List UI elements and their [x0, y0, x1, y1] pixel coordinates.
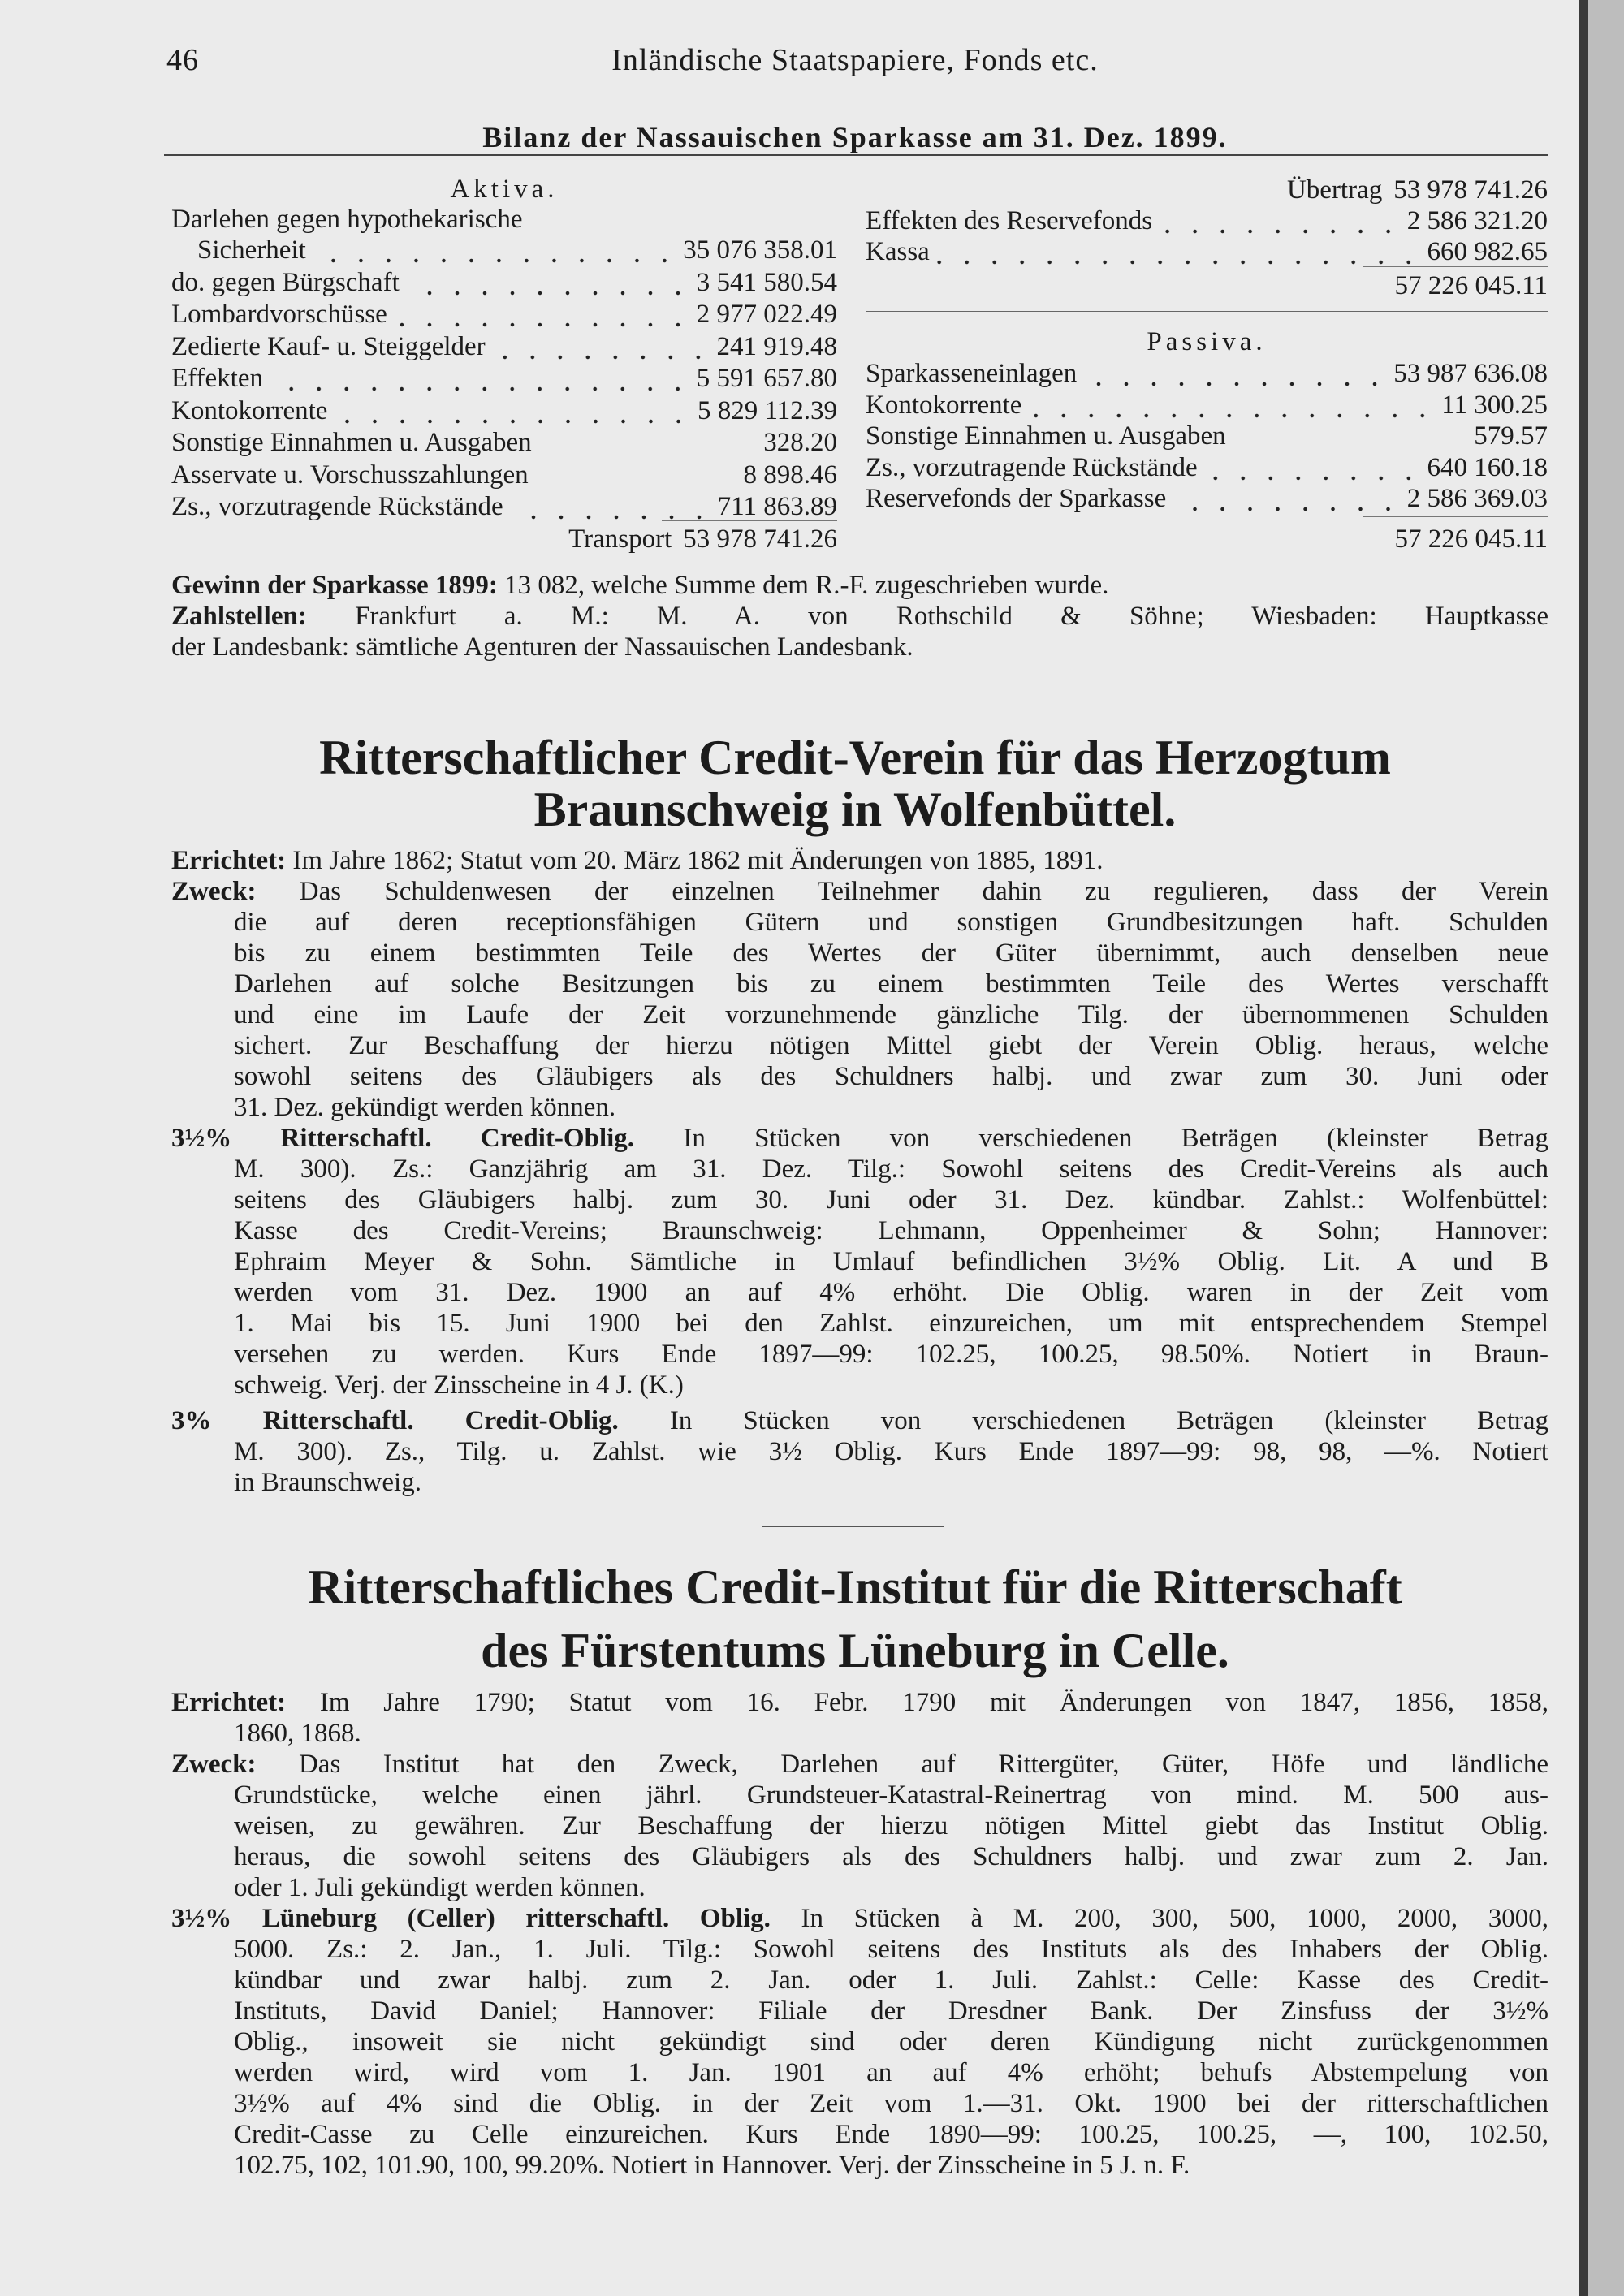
text-line [171, 1436, 1548, 1467]
text-line [171, 1903, 1548, 1934]
row-amount: 2 586 369.03 [1406, 484, 1548, 513]
text-line [171, 632, 1548, 662]
text-line [171, 2026, 1548, 2057]
dot-leader [392, 299, 692, 330]
balance-row [171, 363, 837, 394]
line-text: Im Jahre 1862; Statut vom 20. März 1862 mit Änderungen von 1885, 1891. [286, 846, 1104, 875]
section1-body [171, 845, 1548, 1498]
row-amount: 640 160.18 [1427, 452, 1548, 482]
scan-margin [1588, 0, 1624, 2296]
row-label: do. gegen Bürgschaft [171, 267, 400, 297]
transport-row [171, 524, 837, 555]
text-line [171, 1687, 1548, 1718]
line-text: 1. Mai bis 15. Juni 1900 bei den Zahlst. einzureichen, um mit entsprechendem Stempel [234, 1309, 1548, 1338]
text-line [171, 969, 1548, 999]
paragraph-lead: Gewinn der Sparkasse 1899: [171, 571, 498, 600]
row-label: Darlehen gegen hypothekarische [171, 205, 523, 234]
text-line [171, 1030, 1548, 1061]
row-label: Sonstige Einnahmen u. Ausgaben [866, 421, 1226, 451]
text-line [171, 2057, 1548, 2088]
row-label: Lombardvorschüsse [171, 300, 387, 329]
line-text: und eine im Laufe der Zeit vorzunehmende gänzliche Tilg. der übernommenen Schulden [234, 1000, 1548, 1029]
line-text: versehen zu werden. Kurs Ende 1897—99: 102.25, 100.25, 98.50%. Notiert in Braun- [234, 1340, 1548, 1369]
line-text: sowohl seitens des Gläubigers als des Schuldners halbj. und zwar zum 30. Juni oder [234, 1062, 1548, 1091]
balance-row [171, 267, 837, 298]
line-text: M. 300). Zs., Tilg. u. Zahlst. wie 3½ Oblig. Kurs Ende 1897—99: 98, 98, —%. Notiert [234, 1437, 1548, 1466]
section1-title-line: Ritterschaftlicher Credit-Verein für das Herzogtum [319, 731, 1391, 784]
balance-row [171, 460, 837, 490]
balance-row [171, 331, 837, 362]
row-label: Zs., vorzutragende Rückstände [866, 452, 1198, 482]
balance-title: Bilanz der Nassauischen Sparkasse am 31. Dez. 1899. [482, 121, 1228, 153]
paragraph-lead: Errichtet: [171, 1688, 287, 1717]
row-label: Sparkasseneinlagen [866, 359, 1078, 388]
dot-leader [1157, 205, 1402, 236]
line-text: M. 300). Zs.: Ganzjährig am 31. Dez. Tilg.: Sowohl seitens des Credit-Vereins als auch [234, 1154, 1548, 1184]
row-amount: 5 591 657.80 [696, 364, 837, 393]
dot-leader [404, 267, 692, 298]
page-edge-shadow [1579, 0, 1588, 2296]
row-label: Zs., vorzutragende Rückstände [171, 492, 503, 521]
text-line [171, 1718, 1548, 1749]
transport-amount: 53 978 741.26 [683, 524, 837, 554]
text-line [171, 570, 1548, 601]
line-text: In Stücken von verschiedenen Beträgen (kleinster Betrag [618, 1406, 1549, 1435]
row-amount: 3 541 580.54 [696, 267, 837, 297]
aktiva-column [171, 175, 837, 556]
text-line [171, 1154, 1548, 1185]
text-line [171, 1215, 1548, 1246]
row-label: Kassa [866, 237, 930, 266]
row-label: Asservate u. Vorschusszahlungen [171, 460, 529, 490]
row-label: Reservefonds der Sparkasse [866, 484, 1167, 513]
total-row [866, 270, 1548, 301]
uebertrag-row [866, 175, 1548, 205]
text-line [171, 1246, 1548, 1277]
row-amount: 2 586 321.20 [1406, 206, 1548, 235]
passiva-heading: Passiva. [1147, 327, 1267, 356]
text-line [171, 601, 1548, 632]
text-line [171, 1308, 1548, 1339]
line-text: die auf deren receptionsfähigen Gütern und sonstigen Grundbesitzungen haft. Schulden [234, 908, 1548, 937]
text-line [171, 1934, 1548, 1965]
separator-rule [762, 1526, 944, 1527]
title-rule [164, 154, 1548, 156]
dot-leader [490, 331, 712, 362]
aktiva-heading: Aktiva. [450, 175, 559, 204]
running-title: Inländische Staatspapiere, Fonds etc. [611, 43, 1099, 77]
line-text: Darlehen auf solche Besitzungen bis zu einem bestimmten Teile des Wertes verschafft [234, 969, 1548, 999]
line-text: Das Institut hat den Zweck, Darlehen auf Rittergüter, Güter, Höfe und ländliche [256, 1750, 1548, 1779]
text-line [171, 1780, 1548, 1810]
text-line [171, 1405, 1548, 1436]
row-amount: 241 919.48 [716, 331, 837, 361]
balance-row [171, 427, 837, 458]
line-text: kündbar und zwar halbj. zum 2. Jan. oder 1. Juli. Zahlst.: Celle: Kasse des Credit- [234, 1966, 1548, 1995]
line-text: Ephraim Meyer & Sohn. Sämtliche in Umlauf befindlichen 3½% Oblig. Lit. A und B [234, 1247, 1548, 1276]
notes-block [171, 570, 1548, 662]
row-label: Kontokorrente [866, 390, 1022, 420]
dot-leader [935, 236, 1423, 267]
row-amount: 328.20 [763, 428, 837, 457]
line-text: Das Schuldenwesen der einzelnen Teilnehmer dahin zu regulieren, dass der Verein [256, 877, 1548, 906]
row-label: Kontokorrente [171, 395, 328, 425]
balance-row [866, 390, 1548, 421]
uebertrag-amount: 53 978 741.26 [1393, 175, 1548, 205]
line-text: 13 082, welche Summe dem R.-F. zugeschrieben wurde. [497, 571, 1109, 600]
paragraph-lead: 3½% Lüneburg (Celler) ritterschaftl. Oblig. [171, 1904, 771, 1933]
text-line [171, 999, 1548, 1030]
row-amount: 8 898.46 [743, 460, 837, 490]
dot-leader [332, 395, 693, 426]
line-text: 1860, 1868. [234, 1719, 361, 1748]
section2-title-line: Ritterschaftliches Credit-Institut für die Ritterschaft [308, 1560, 1402, 1614]
line-text: werden vom 31. Dez. 1900 an auf 4% erhöht. Die Oblig. waren in der Zeit vom [234, 1278, 1548, 1307]
text-line [171, 1841, 1548, 1872]
row-amount: 11 300.25 [1441, 390, 1548, 420]
balance-row [866, 358, 1548, 389]
sum-rule [1363, 516, 1548, 517]
row-label: Sicherheit [197, 235, 306, 265]
text-line [171, 1092, 1548, 1123]
section1-title-line: Braunschweig in Wolfenbüttel. [533, 783, 1177, 836]
text-line [171, 2119, 1548, 2150]
text-line [171, 1749, 1548, 1780]
balance-row [866, 452, 1548, 483]
text-line [171, 1810, 1548, 1841]
line-text: In Stücken à M. 200, 300, 500, 1000, 2000, 3000, [770, 1904, 1548, 1933]
right-total: 57 226 045.11 [1394, 271, 1548, 300]
dot-leader [1171, 483, 1402, 514]
text-line [171, 1123, 1548, 1154]
line-text: Oblig., insoweit sie nicht gekündigt sind oder deren Kündigung nicht zurückgenommen [234, 2027, 1548, 2056]
text-line [171, 1370, 1548, 1400]
text-line [171, 1185, 1548, 1215]
dot-leader [1203, 452, 1423, 483]
balance-row [171, 299, 837, 330]
line-text: 5000. Zs.: 2. Jan., 1. Juli. Tilg.: Sowohl seitens des Instituts als des Inhabers der Oblig. [234, 1935, 1548, 1964]
line-text: In Stücken von verschiedenen Beträgen (kleinster Betrag [634, 1124, 1549, 1153]
balance-row [171, 491, 837, 522]
paragraph-lead: Zweck: [171, 877, 257, 906]
section2-body [171, 1687, 1548, 2181]
dot-leader [1026, 390, 1436, 421]
balance-row [866, 483, 1548, 514]
text-line [171, 938, 1548, 969]
balance-row [866, 421, 1548, 451]
row-label: Effekten des Reservefonds [866, 206, 1153, 235]
line-text: Frankfurt a. M.: M. A. von Rothschild & Söhne; Wiesbaden: Hauptkasse [306, 602, 1548, 631]
row-amount: 660 982.65 [1427, 237, 1548, 266]
line-text: Im Jahre 1790; Statut vom 16. Febr. 1790 mit Änderungen von 1847, 1856, 1858, [286, 1688, 1548, 1717]
text-line [171, 1872, 1548, 1903]
line-text: 31. Dez. gekündigt werden können. [234, 1093, 616, 1122]
right-column [866, 175, 1548, 556]
row-amount: 5 829 112.39 [697, 395, 837, 425]
line-text: oder 1. Juli gekündigt werden können. [234, 1873, 646, 1902]
text-line [171, 1996, 1548, 2026]
passiva-total: 57 226 045.11 [1394, 524, 1548, 554]
page-number: 46 [166, 43, 199, 77]
row-amount: 35 076 358.01 [683, 235, 837, 265]
line-text: Credit-Casse zu Celle einzureichen. Kurs Ende 1890—99: 100.25, 100.25, —, 100, 102.50, [234, 2120, 1548, 2149]
paragraph-lead: Zweck: [171, 1750, 257, 1779]
section-rule [866, 311, 1548, 312]
line-text: Kasse des Credit-Vereins; Braunschweig: Lehmann, Oppenheimer & Sohn; Hannover: [234, 1216, 1548, 1245]
balance-row [866, 205, 1548, 236]
aktiva-row [171, 204, 837, 235]
row-label: Sonstige Einnahmen u. Ausgaben [171, 428, 532, 457]
line-text: seitens des Gläubigers halbj. zum 30. Juni oder 31. Dez. kündbar. Zahlst.: Wolfenbüttel: [234, 1185, 1548, 1215]
text-line [171, 845, 1548, 876]
text-line [171, 1277, 1548, 1308]
text-line [171, 1467, 1548, 1498]
row-amount: 711 863.89 [717, 492, 837, 521]
line-text: bis zu einem bestimmten Teile des Wertes der Güter übernimmt, auch denselben neue [234, 939, 1548, 968]
dot-leader [268, 363, 692, 394]
row-label: Zedierte Kauf- u. Steiggelder [171, 331, 486, 361]
line-text: heraus, die sowohl seitens des Gläubigers als des Schuldners halbj. und zwar zum 2. Jan. [234, 1842, 1548, 1871]
row-amount: 53 987 636.08 [1393, 359, 1548, 388]
text-line [171, 1339, 1548, 1370]
line-text: sichert. Zur Beschaffung der hierzu nötigen Mittel giebt der Verein Oblig. heraus, welche [234, 1031, 1548, 1060]
text-line [171, 876, 1548, 907]
line-text: der Landesbank: sämtliche Agenturen der Nassauischen Landesbank. [171, 632, 914, 662]
dot-leader [1082, 358, 1389, 389]
dot-leader [311, 235, 678, 265]
paragraph-lead: 3½% Ritterschaftl. Credit-Oblig. [171, 1124, 635, 1153]
paragraph-lead: Zahlstellen: [171, 602, 307, 631]
text-line [171, 907, 1548, 938]
paragraph-lead: 3% Ritterschaftl. Credit-Oblig. [171, 1406, 619, 1435]
line-text: weisen, zu gewähren. Zur Beschaffung der hierzu nötigen Mittel giebt das Institut Oblig. [234, 1811, 1548, 1841]
line-text: schweig. Verj. der Zinsscheine in 4 J. (K.) [234, 1370, 684, 1400]
line-text: Grundstücke, welche einen jährl. Grundsteuer-Katastral-Reinertrag von mind. M. 500 aus- [234, 1780, 1548, 1810]
balance-row [171, 395, 837, 426]
section2-title-line: des Fürstentums Lüneburg in Celle. [481, 1624, 1229, 1677]
passiva-total-row [866, 524, 1548, 555]
line-text: 3½% auf 4% sind die Oblig. in der Zeit vom 1.—31. Okt. 1900 bei der ritterschaftlichen [234, 2089, 1548, 2118]
row-amount: 2 977 022.49 [696, 300, 837, 329]
line-text: in Braunschweig. [234, 1468, 421, 1497]
paragraph-lead: Errichtet: [171, 846, 287, 875]
uebertrag-label: Übertrag [1286, 175, 1383, 205]
text-line [171, 2150, 1548, 2181]
transport-label: Transport [568, 524, 672, 554]
row-label: Effekten [171, 364, 264, 393]
row-amount: 579.57 [1474, 421, 1548, 451]
text-line [171, 1965, 1548, 1996]
line-text: werden wird, wird vom 1. Jan. 1901 an auf 4% erhöht; behufs Abstempelung von [234, 2058, 1548, 2087]
line-text: 102.75, 102, 101.90, 100, 99.20%. Notiert in Hannover. Verj. der Zinsscheine in 5 J. n. F. [234, 2151, 1190, 2180]
balance-row [171, 235, 837, 265]
dot-leader [508, 491, 713, 522]
balance-row [866, 236, 1548, 267]
line-text: Instituts, David Daniel; Hannover: Filiale der Dresdner Bank. Der Zinsfuss der 3½% [234, 1996, 1548, 2026]
text-line [171, 2088, 1548, 2119]
text-line [171, 1061, 1548, 1092]
